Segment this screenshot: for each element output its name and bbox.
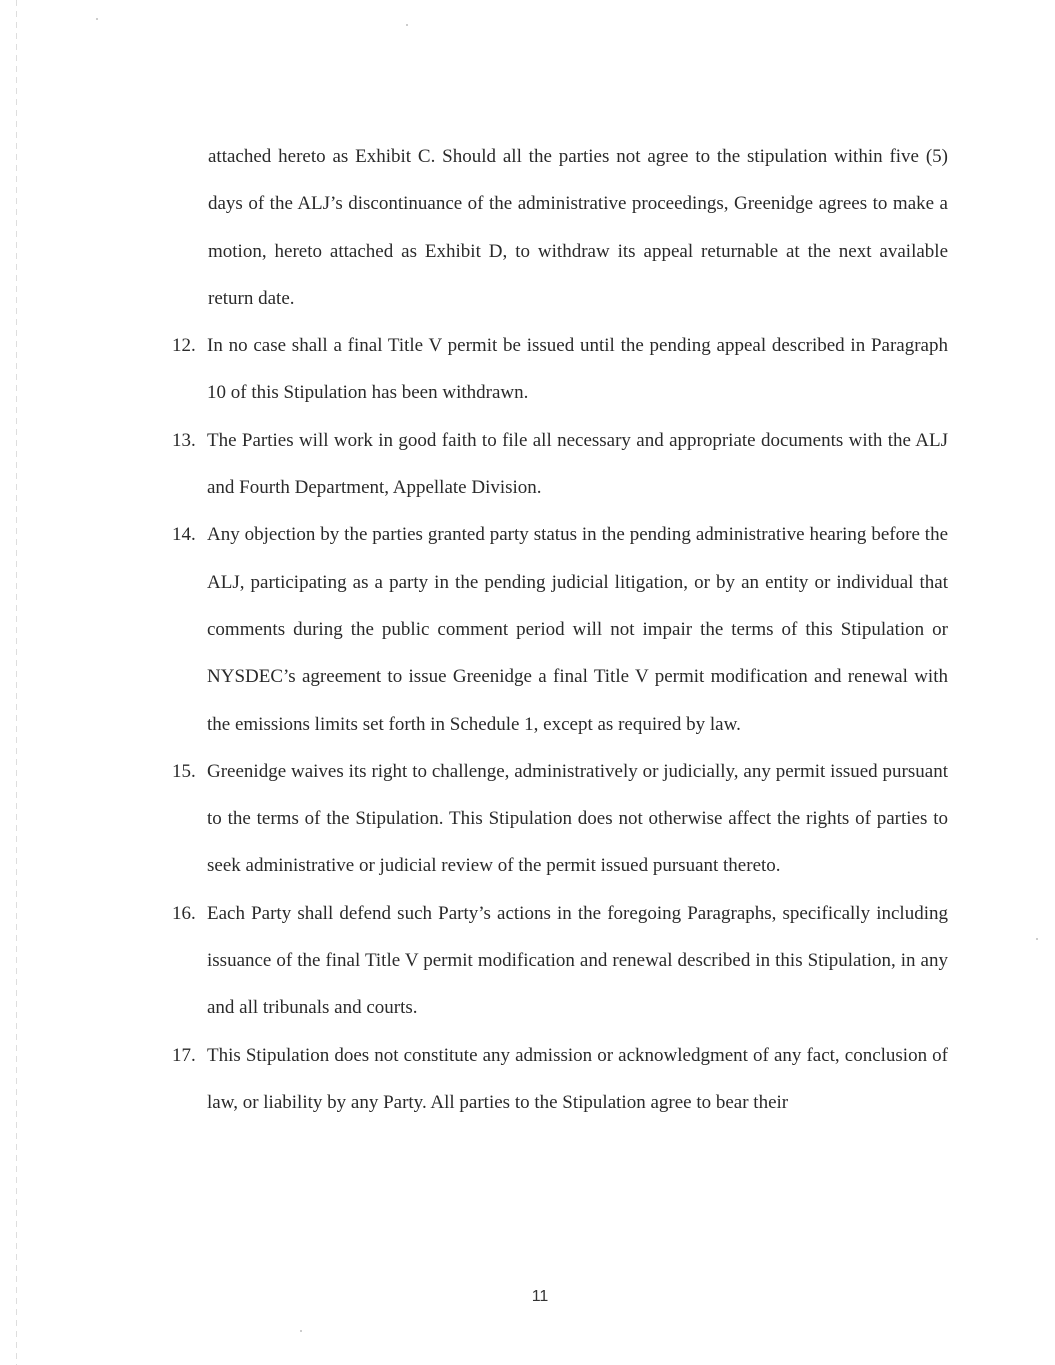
- paragraph-15: [172, 748, 948, 890]
- paragraph-13: [172, 417, 948, 512]
- scan-speck: [1036, 938, 1038, 940]
- scan-edge-artifact: [16, 0, 17, 1365]
- scan-speck: [300, 1330, 302, 1332]
- paragraph-text: Greenidge waives its right to challenge, administratively or judicially, any permit issued pursuant to the terms of the Stipulation. This Stipulation does not otherwise affect the rights of parties to seek administrative or judicial review of the permit issued pursuant thereto.: [207, 760, 948, 877]
- paragraph-number: 16.: [172, 902, 196, 924]
- paragraph-number: 15.: [172, 760, 196, 782]
- continuation-text: attached hereto as Exhibit C. Should all the parties not agree to the stipulation within five (5) days of the ALJ’s discontinuance of the administrative proceedings, Greenidge agrees to make a motion, hereto attached as Exhibit D, to withdraw its appeal returnable at the next available return date.: [208, 146, 948, 309]
- paragraph-12: [172, 322, 948, 417]
- scan-speck: [96, 18, 98, 20]
- paragraph-text: In no case shall a final Title V permit be issued until the pending appeal described in Paragraph 10 of this Stipulation has been withdrawn.: [207, 335, 948, 404]
- continuation-paragraph: [172, 133, 948, 322]
- document-body: [172, 133, 948, 1126]
- paragraph-number: 14.: [172, 524, 196, 546]
- page-number: 11: [531, 1288, 549, 1305]
- paragraph-17: [172, 1032, 948, 1127]
- paragraph-text: Any objection by the parties granted party status in the pending administrative hearing before the ALJ, participating as a party in the pending judicial litigation, or by an entity or individual that comments during the public comment period will not impair the terms of this Stipulation or NYSDEC’s agreement to issue Greenidge a final Title V permit modification and renewal with the emissions limits set forth in Schedule 1, except as required by law.: [207, 524, 948, 735]
- paragraph-text: Each Party shall defend such Party’s actions in the foregoing Paragraphs, specifically including issuance of the final Title V permit modification and renewal described in this Stipulation, in any and all tribunals and courts.: [207, 902, 948, 1019]
- scan-speck: [406, 24, 408, 26]
- paragraph-14: [172, 511, 948, 747]
- paragraph-number: 17.: [172, 1044, 196, 1066]
- paragraph-text: The Parties will work in good faith to file all necessary and appropriate documents with the ALJ and Fourth Department, Appellate Division.: [207, 429, 948, 499]
- paragraph-16: [172, 890, 948, 1032]
- paragraph-text: This Stipulation does not constitute any admission or acknowledgment of any fact, conclusion of law, or liability by any Party. All parties to the Stipulation agree to bear their: [207, 1044, 948, 1113]
- paragraph-number: 13.: [172, 429, 196, 451]
- paragraph-number: 12.: [172, 335, 196, 357]
